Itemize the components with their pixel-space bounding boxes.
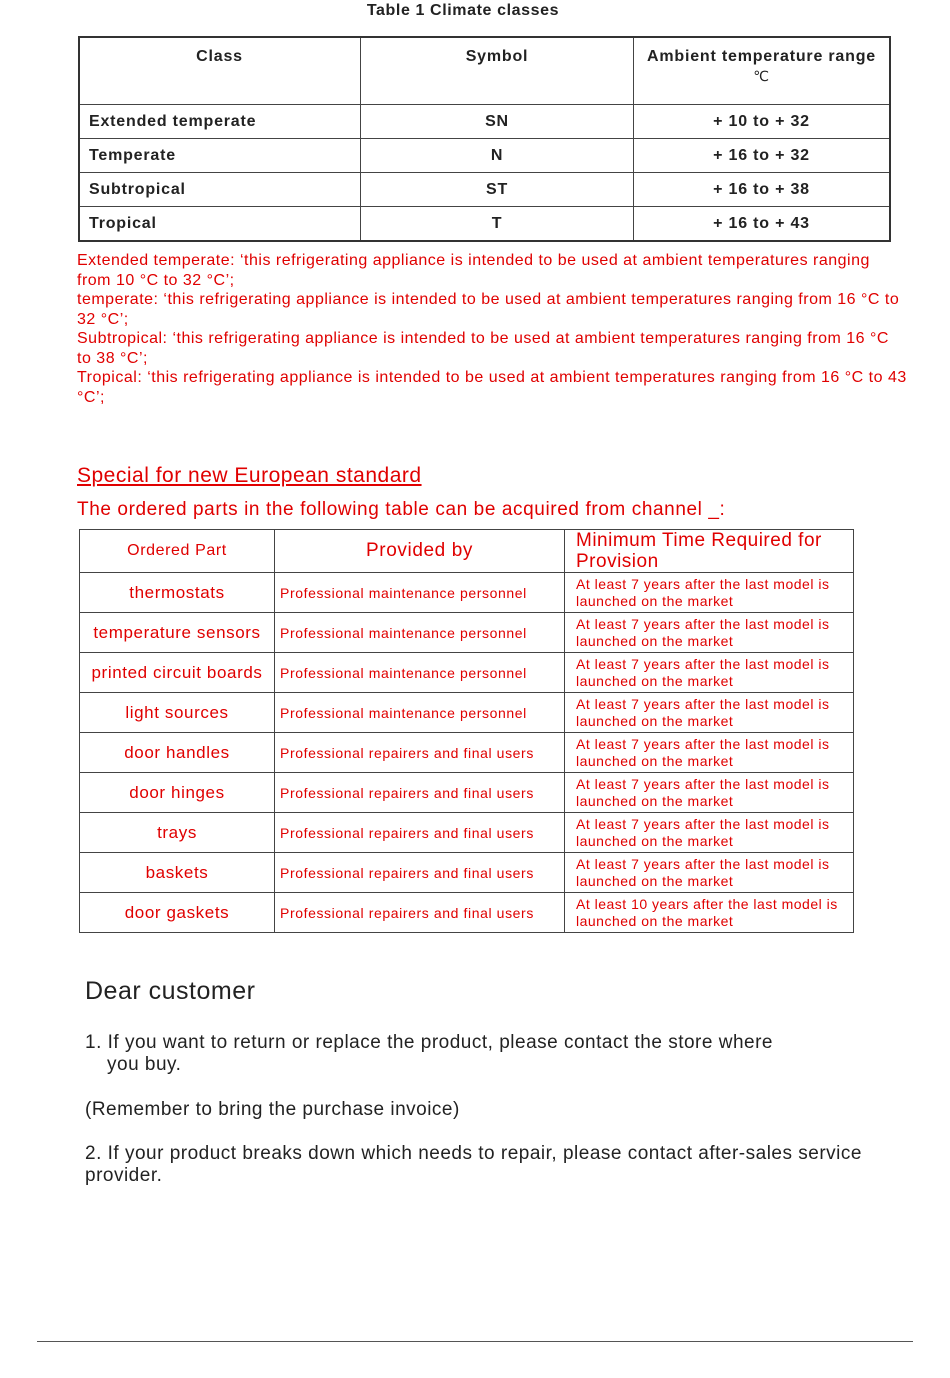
- provider-cell: Professional repairers and final users: [275, 853, 565, 893]
- range-cell: + 16 to + 43: [634, 207, 891, 242]
- table-row: [80, 573, 854, 613]
- return-item-continued: you buy.: [107, 1054, 182, 1075]
- part-cell: baskets: [80, 853, 275, 893]
- table-row: [80, 813, 854, 853]
- column-header-class: Class: [79, 37, 361, 105]
- table-row: [80, 853, 854, 893]
- class-cell: Extended temperate: [79, 105, 361, 139]
- provider-cell: Professional repairers and final users: [275, 813, 565, 853]
- climate-note: Tropical: ‘this refrigerating appliance is intended to be used at ambient temperatures ranging from 16 °C to 43 °C’;: [77, 369, 907, 406]
- part-cell: thermostats: [80, 573, 275, 613]
- climate-note: temperate: ‘this refrigerating appliance is intended to be used at ambient temperatures ranging from 16 °C to 32 °C’;: [77, 291, 900, 328]
- class-cell: Subtropical: [79, 173, 361, 207]
- part-cell: trays: [80, 813, 275, 853]
- repair-instructions: 2. If your product breaks down which needs to repair, please contact after-sales service provider.: [85, 1143, 862, 1186]
- table-row: [80, 733, 854, 773]
- part-cell: printed circuit boards: [80, 653, 275, 693]
- customer-heading: Dear customer: [85, 977, 256, 1005]
- table-row: [80, 613, 854, 653]
- symbol-cell: N: [361, 139, 634, 173]
- part-cell: door handles: [80, 733, 275, 773]
- provider-cell: Professional maintenance personnel: [275, 653, 565, 693]
- class-cell: Tropical: [79, 207, 361, 242]
- range-unit: ℃: [753, 68, 770, 84]
- channel-line: The ordered parts in the following table can be acquired from channel _:: [77, 499, 726, 520]
- climate-classes-table: [78, 36, 891, 242]
- provider-cell: Professional repairers and final users: [275, 893, 565, 933]
- table-header-row: [80, 530, 854, 573]
- return-instructions: [85, 1032, 885, 1076]
- time-cell: At least 7 years after the last model is launched on the market: [565, 773, 854, 813]
- special-heading: Special for new European standard: [77, 464, 422, 487]
- range-cell: + 16 to + 32: [634, 139, 891, 173]
- climate-notes: [77, 251, 907, 407]
- column-header-provider: Provided by: [275, 530, 565, 573]
- symbol-cell: T: [361, 207, 634, 242]
- table-row: [79, 139, 890, 173]
- climate-note: Extended temperate: ‘this refrigerating appliance is intended to be used at ambient temperatures ranging from 10 °C to 32 °C’;: [77, 252, 870, 289]
- table-row: [79, 207, 890, 242]
- time-cell: At least 10 years after the last model is launched on the market: [565, 893, 854, 933]
- return-item: 1. If you want to return or replace the product, please contact the store where: [85, 1032, 773, 1053]
- provider-cell: Professional repairers and final users: [275, 773, 565, 813]
- time-cell: At least 7 years after the last model is launched on the market: [565, 733, 854, 773]
- table-row: [80, 653, 854, 693]
- time-cell: At least 7 years after the last model is launched on the market: [565, 813, 854, 853]
- climate-note: Subtropical: ‘this refrigerating appliance is intended to be used at ambient temperatures ranging from 16 °C to 38 °C’;: [77, 330, 889, 367]
- part-cell: door gaskets: [80, 893, 275, 933]
- column-header-range: [634, 37, 891, 105]
- symbol-cell: SN: [361, 105, 634, 139]
- part-cell: temperature sensors: [80, 613, 275, 653]
- class-cell: Temperate: [79, 139, 361, 173]
- symbol-cell: ST: [361, 173, 634, 207]
- table-caption: Table 1 Climate classes: [366, 2, 560, 19]
- table-row: [80, 893, 854, 933]
- time-cell: At least 7 years after the last model is launched on the market: [565, 573, 854, 613]
- table-row: [79, 173, 890, 207]
- part-cell: light sources: [80, 693, 275, 733]
- table-header-row: [79, 37, 890, 105]
- part-cell: door hinges: [80, 773, 275, 813]
- provider-cell: Professional repairers and final users: [275, 733, 565, 773]
- time-cell: At least 7 years after the last model is launched on the market: [565, 853, 854, 893]
- table-row: [80, 773, 854, 813]
- column-header-part: Ordered Part: [80, 530, 275, 573]
- provider-cell: Professional maintenance personnel: [275, 573, 565, 613]
- column-header-time: Minimum Time Required for Provision: [565, 530, 854, 573]
- provider-cell: Professional maintenance personnel: [275, 613, 565, 653]
- invoice-reminder: (Remember to bring the purchase invoice): [85, 1099, 460, 1120]
- time-cell: At least 7 years after the last model is launched on the market: [565, 693, 854, 733]
- time-cell: At least 7 years after the last model is launched on the market: [565, 653, 854, 693]
- column-header-symbol: Symbol: [361, 37, 634, 105]
- range-cell: + 10 to + 32: [634, 105, 891, 139]
- range-header-label: Ambient temperature range: [647, 48, 876, 65]
- table-row: [80, 693, 854, 733]
- ordered-parts-table: [79, 529, 854, 933]
- footer-divider: [37, 1341, 913, 1342]
- time-cell: At least 7 years after the last model is launched on the market: [565, 613, 854, 653]
- range-cell: + 16 to + 38: [634, 173, 891, 207]
- provider-cell: Professional maintenance personnel: [275, 693, 565, 733]
- table-row: [79, 105, 890, 139]
